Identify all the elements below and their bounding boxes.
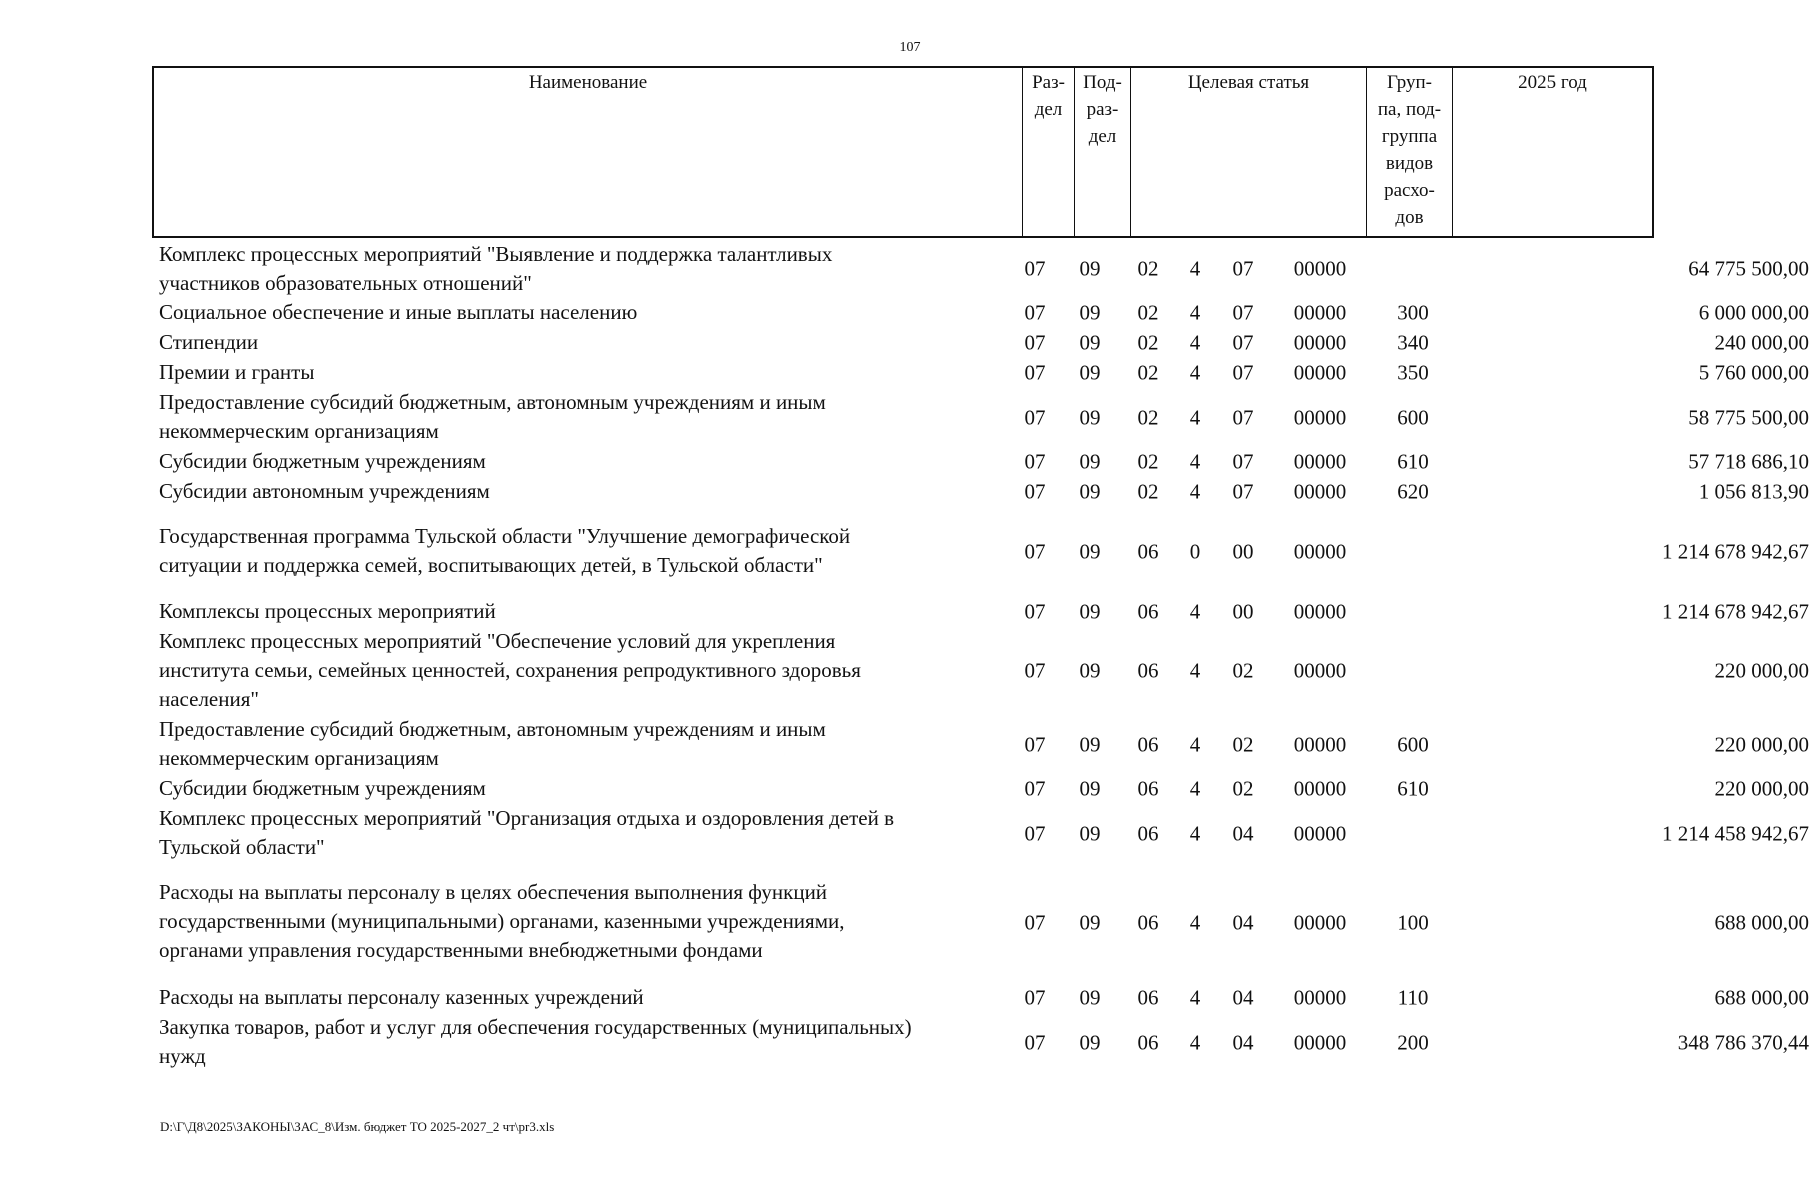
row-amount: 220 000,00 [1714, 658, 1809, 683]
row-target-4: 00000 [1293, 479, 1347, 504]
row-podrazdel: 09 [1079, 330, 1101, 355]
row-amount: 1 214 458 942,67 [1662, 821, 1809, 845]
row-razdel: 07 [1024, 1030, 1046, 1054]
row-razdel: 07 [1024, 449, 1046, 474]
row-podrazdel: 09 [1079, 985, 1101, 1010]
row-target-4: 00000 [1293, 330, 1347, 355]
row-razdel: 07 [1024, 658, 1046, 683]
row-group: 300 [1397, 300, 1429, 325]
row-target-3: 02 [1232, 658, 1254, 683]
row-target-1: 06 [1137, 732, 1159, 756]
row-target-4: 00000 [1293, 539, 1347, 564]
row-razdel: 07 [1024, 300, 1046, 325]
row-target-1: 06 [1137, 776, 1159, 801]
row-name: Предоставление субсидий бюджетным, автономным учреждениям и иным некоммерческим организациям [159, 717, 826, 770]
row-target-1: 06 [1137, 539, 1159, 564]
row-podrazdel: 09 [1079, 910, 1101, 934]
row-group: 600 [1397, 732, 1429, 756]
row-name: Субсидии бюджетным учреждениям [159, 776, 486, 800]
row-amount: 58 775 500,00 [1688, 405, 1809, 429]
row-razdel: 07 [1024, 776, 1046, 801]
row-group: 110 [1397, 985, 1429, 1010]
row-target-4: 00000 [1293, 300, 1347, 325]
row-podrazdel: 09 [1079, 539, 1101, 564]
row-target-3: 00 [1232, 539, 1254, 564]
row-razdel: 07 [1024, 256, 1046, 281]
row-target-2: 4 [1189, 479, 1201, 504]
row-target-4: 00000 [1293, 821, 1347, 845]
row-amount: 5 760 000,00 [1698, 360, 1809, 385]
row-target-1: 06 [1137, 658, 1159, 683]
row-target-3: 07 [1232, 256, 1254, 281]
table-row [152, 477, 1809, 507]
row-target-2: 4 [1189, 658, 1201, 683]
row-razdel: 07 [1024, 599, 1046, 624]
row-razdel: 07 [1024, 479, 1046, 504]
table-row [152, 358, 1809, 388]
row-target-3: 00 [1232, 599, 1254, 624]
row-target-1: 02 [1137, 256, 1159, 281]
row-target-1: 02 [1137, 479, 1159, 504]
row-name: Закупка товаров, работ и услуг для обеспечения государственных (муниципальных) нужд [159, 1015, 912, 1068]
row-name: Субсидии автономным учреждениям [159, 479, 490, 503]
row-target-4: 00000 [1293, 599, 1347, 624]
row-name: Расходы на выплаты персоналу в целях обеспечения выполнения функций государственными (муниципальными) органами, казенными учреждениями, органами управления государственными внебюджетными фондами [159, 880, 845, 962]
row-target-2: 4 [1189, 1030, 1201, 1054]
row-group: 340 [1397, 330, 1429, 355]
row-group: 350 [1397, 360, 1429, 385]
row-podrazdel: 09 [1079, 658, 1101, 683]
row-target-1: 02 [1137, 300, 1159, 325]
row-target-1: 06 [1137, 985, 1159, 1010]
row-name: Комплексы процессных мероприятий [159, 599, 496, 623]
file-path: D:\Г\Д8\2025\ЗАКОНЫ\ЗАС_8\Изм. бюджет ТО 2025-2027_2 чт\pr3.xls [160, 1119, 555, 1134]
row-target-4: 00000 [1293, 776, 1347, 801]
row-razdel: 07 [1024, 330, 1046, 355]
header-year: 2025 год [1452, 68, 1652, 236]
row-razdel: 07 [1024, 985, 1046, 1010]
row-target-4: 00000 [1293, 985, 1347, 1010]
table-row [152, 983, 1809, 1013]
row-target-3: 07 [1232, 449, 1254, 474]
row-target-3: 04 [1232, 985, 1254, 1010]
table-row [152, 447, 1809, 477]
row-podrazdel: 09 [1079, 599, 1101, 624]
table-row [152, 328, 1809, 358]
table-row [152, 627, 1809, 715]
table-row [152, 804, 1809, 863]
row-podrazdel: 09 [1079, 256, 1101, 281]
row-target-1: 02 [1137, 405, 1159, 429]
row-podrazdel: 09 [1079, 732, 1101, 756]
row-target-2: 4 [1189, 732, 1201, 756]
row-target-2: 0 [1189, 539, 1201, 564]
row-amount: 57 718 686,10 [1688, 449, 1809, 474]
row-razdel: 07 [1024, 821, 1046, 845]
row-amount: 6 000 000,00 [1698, 300, 1809, 325]
page-number: 107 [899, 40, 921, 55]
row-group: 620 [1397, 479, 1429, 504]
row-razdel: 07 [1024, 360, 1046, 385]
row-target-1: 06 [1137, 910, 1159, 934]
row-target-4: 00000 [1293, 910, 1347, 934]
header-target: Целевая статья [1130, 68, 1366, 236]
row-group: 610 [1397, 776, 1429, 801]
row-target-3: 04 [1232, 821, 1254, 845]
row-amount: 1 056 813,90 [1698, 479, 1809, 504]
header-group: Груп- па, под- группа видов расхо- дов [1366, 68, 1452, 236]
row-target-1: 02 [1137, 330, 1159, 355]
table-row [152, 715, 1809, 774]
row-target-3: 02 [1232, 776, 1254, 801]
row-name: Предоставление субсидий бюджетным, автономным учреждениям и иным некоммерческим организациям [159, 390, 826, 443]
row-target-4: 00000 [1293, 360, 1347, 385]
row-podrazdel: 09 [1079, 776, 1101, 801]
row-target-3: 07 [1232, 405, 1254, 429]
row-amount: 220 000,00 [1714, 776, 1809, 801]
row-target-4: 00000 [1293, 732, 1347, 756]
row-name: Комплекс процессных мероприятий "Выявление и поддержка талантливых участников образовательных отношений" [159, 242, 833, 295]
row-target-2: 4 [1189, 300, 1201, 325]
row-podrazdel: 09 [1079, 360, 1101, 385]
row-amount: 1 214 678 942,67 [1662, 539, 1809, 564]
row-name: Комплекс процессных мероприятий "Организация отдыха и оздоровления детей в Тульской области" [159, 806, 895, 859]
row-target-1: 02 [1137, 449, 1159, 474]
row-target-2: 4 [1189, 449, 1201, 474]
row-target-2: 4 [1189, 821, 1201, 845]
row-target-4: 00000 [1293, 658, 1347, 683]
row-target-3: 04 [1232, 1030, 1254, 1054]
table-row [152, 878, 1809, 967]
row-razdel: 07 [1024, 405, 1046, 429]
row-group: 610 [1397, 449, 1429, 474]
table-row [152, 774, 1809, 804]
row-razdel: 07 [1024, 732, 1046, 756]
row-razdel: 07 [1024, 910, 1046, 934]
row-target-4: 00000 [1293, 449, 1347, 474]
row-name: Комплекс процессных мероприятий "Обеспечение условий для укрепления института семьи, семейных ценностей, сохранения репродуктивного здоровья населения" [159, 629, 861, 711]
row-amount: 688 000,00 [1714, 910, 1809, 934]
row-group: 100 [1397, 910, 1429, 934]
row-podrazdel: 09 [1079, 449, 1101, 474]
row-podrazdel: 09 [1079, 479, 1101, 504]
table-header [152, 66, 1654, 238]
row-target-2: 4 [1189, 776, 1201, 801]
row-name: Премии и гранты [159, 360, 315, 384]
row-target-4: 00000 [1293, 256, 1347, 281]
row-target-1: 06 [1137, 1030, 1159, 1054]
row-group: 200 [1397, 1030, 1429, 1054]
header-razdel: Раз- дел [1022, 68, 1074, 236]
table-row [152, 597, 1809, 627]
row-name: Расходы на выплаты персоналу казенных учреждений [159, 985, 644, 1009]
row-target-3: 07 [1232, 300, 1254, 325]
row-podrazdel: 09 [1079, 1030, 1101, 1054]
row-target-1: 06 [1137, 599, 1159, 624]
row-target-2: 4 [1189, 599, 1201, 624]
row-name: Субсидии бюджетным учреждениям [159, 449, 486, 473]
row-target-1: 02 [1137, 360, 1159, 385]
row-target-3: 07 [1232, 360, 1254, 385]
table-row [152, 522, 1809, 582]
row-target-2: 4 [1189, 330, 1201, 355]
row-target-2: 4 [1189, 360, 1201, 385]
row-amount: 220 000,00 [1714, 732, 1809, 756]
header-name: Наименование [528, 72, 648, 93]
header-podrazdel: Под- раз- дел [1074, 68, 1130, 236]
row-podrazdel: 09 [1079, 405, 1101, 429]
row-amount: 688 000,00 [1714, 985, 1809, 1010]
row-amount: 1 214 678 942,67 [1662, 599, 1809, 624]
row-target-2: 4 [1189, 910, 1201, 934]
row-target-4: 00000 [1293, 1030, 1347, 1054]
row-target-3: 02 [1232, 732, 1254, 756]
row-target-4: 00000 [1293, 405, 1347, 429]
table-row [152, 1013, 1809, 1072]
row-amount: 64 775 500,00 [1688, 256, 1809, 281]
row-amount: 240 000,00 [1714, 330, 1809, 355]
row-target-3: 07 [1232, 479, 1254, 504]
row-name: Социальное обеспечение и иные выплаты населению [159, 300, 638, 324]
row-target-3: 07 [1232, 330, 1254, 355]
row-podrazdel: 09 [1079, 300, 1101, 325]
row-target-2: 4 [1189, 405, 1201, 429]
row-group: 600 [1397, 405, 1429, 429]
table-row [152, 388, 1809, 447]
row-target-2: 4 [1189, 985, 1201, 1010]
row-target-3: 04 [1232, 910, 1254, 934]
row-target-1: 06 [1137, 821, 1159, 845]
row-razdel: 07 [1024, 539, 1046, 564]
table-row [152, 240, 1809, 298]
row-target-2: 4 [1189, 256, 1201, 281]
row-name: Стипендии [159, 330, 259, 354]
table-row [152, 298, 1809, 328]
row-amount: 348 786 370,44 [1677, 1030, 1809, 1054]
row-podrazdel: 09 [1079, 821, 1101, 845]
row-name: Государственная программа Тульской области "Улучшение демографической ситуации и поддержка семей, воспитывающих детей, в Тульской области" [159, 524, 851, 577]
